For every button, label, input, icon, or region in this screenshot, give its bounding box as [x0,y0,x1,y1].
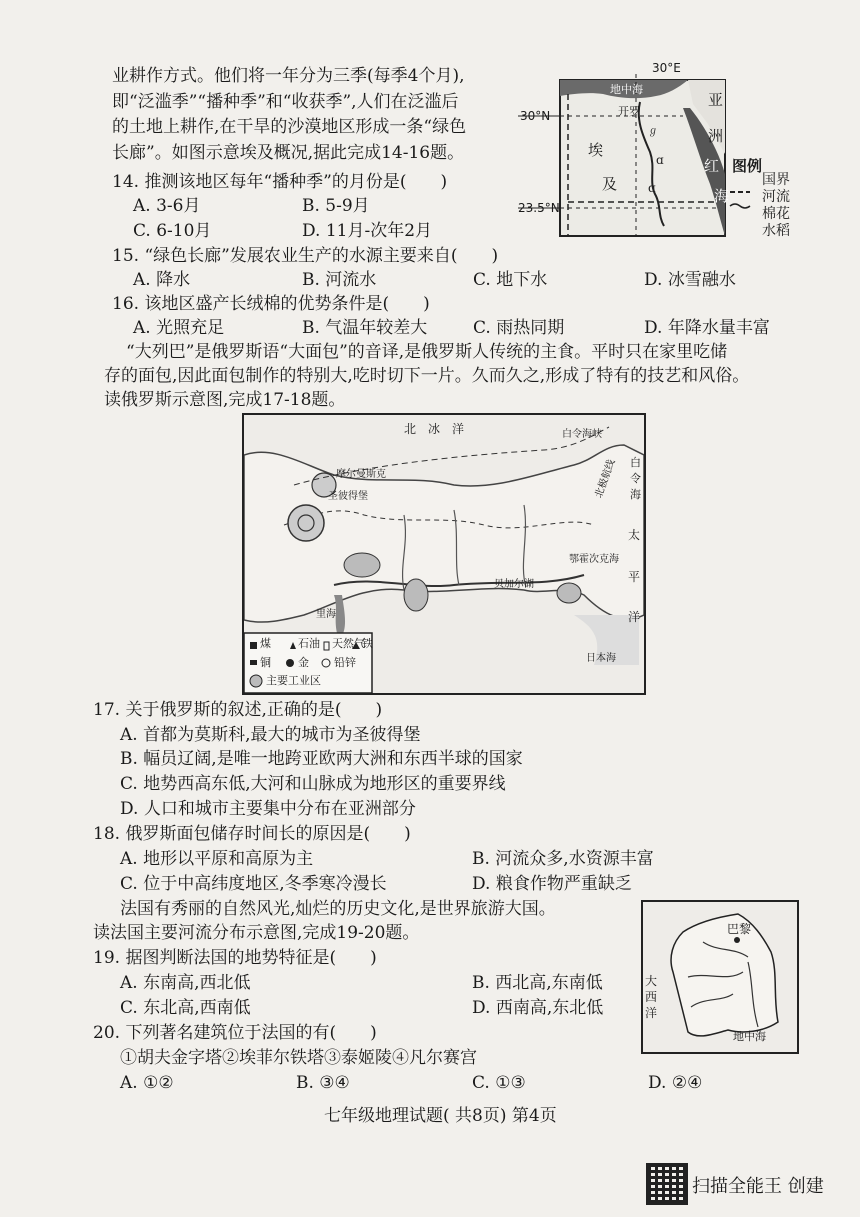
legend-lead-zinc: 铅锌 [334,656,356,669]
northern-route-label: 北极航线 [593,458,618,500]
legend-oil: 石油 [298,637,320,650]
q16-option-a: A. 光照充足 [133,318,225,338]
q15-option-a: A. 降水 [133,270,191,290]
bering-strait-label: 白令海峡 [562,429,602,440]
mediterranean-label: 地中海 [610,83,643,96]
atlantic-char-3: 洋 [645,1006,658,1020]
q17-option-c: C. 地势西高东低,大河和山脉成为地形区的重要界线 [120,774,506,794]
svg-text:ɑ: ɑ [656,153,664,167]
q17-18-intro-line: 读俄罗斯示意图,完成17-18题。 [104,390,346,410]
bering-sea-char-1: 白 [630,456,641,469]
q20-choices-line: ①胡夫金字塔②埃菲尔铁塔③泰姬陵④凡尔赛宫 [120,1048,477,1068]
q20-option-c: C. ①③ [472,1073,526,1093]
q14-option-a: A. 3-6月 [133,196,201,216]
q19-option-d: D. 西南高,东北低 [472,998,604,1018]
japan-sea-label: 日本海 [586,653,616,664]
svg-text:ɑ: ɑ [648,181,656,195]
q16-option-d: D. 年降水量丰富 [644,318,770,338]
asia-char-2: 洲 [708,127,724,145]
svg-text:ℊ: ℊ [648,126,658,137]
legend-item-cotton: 棉花 [762,206,790,222]
legend-item-river: 河流 [762,189,790,205]
intro-line: 长廊”。如图示意埃及概况,据此完成14-16题。 [112,142,465,163]
q14-option-b: B. 5-9月 [302,196,370,216]
q14-16-intro [112,64,507,166]
red-sea-char-1: 红 [704,157,720,175]
q20-option-d: D. ②④ [648,1073,703,1093]
egypt-char-2: 及 [602,175,618,193]
q18-option-b: B. 河流众多,水资源丰富 [472,849,654,869]
cairo-label: 开罗 [618,105,640,118]
q19-option-c: C. 东北高,西南低 [120,998,251,1018]
q16-option-b: B. 气温年较差大 [302,318,428,338]
q14-option-d: D. 11月-次年2月 [302,221,433,241]
q17-option-d: D. 人口和城市主要集中分布在亚洲部分 [120,799,416,819]
legend-gold: 金 [298,656,309,669]
atlantic-char-2: 西 [645,990,658,1004]
q19-option-b: B. 西北高,东南低 [472,973,603,993]
legend-industrial-area: 主要工业区 [266,674,321,687]
q18-option-c: C. 位于中高纬度地区,冬季寒冷漫长 [120,874,387,894]
q20-option-a: A. ①② [120,1073,174,1093]
intro-line: 即“泛滥季”“播种季”和“收获季”,人们在泛滥后 [112,91,459,112]
longitude-label: 30°E [652,61,681,75]
pacific-char-3: 洋 [628,610,641,624]
qr-code-icon [646,1163,688,1205]
latitude-235-label: 23.5°N [518,201,560,215]
q14-stem: 14. 推测该地区每年“播种季”的月份是( ) [112,172,448,192]
legend-gas: 天然气 [332,637,365,650]
caspian-label: 里海 [316,609,336,620]
france-map [641,900,799,1054]
bering-sea-char-2: 令 [630,472,641,485]
legend-iron: 铁 [362,637,373,650]
watermark-text: 扫描全能王 创建 [692,1176,824,1197]
red-sea-char-2: 海 [714,187,730,205]
q19-20-intro-line: 读法国主要河流分布示意图,完成19-20题。 [93,923,420,943]
russia-map [242,413,646,695]
q15-option-c: C. 地下水 [473,270,548,290]
q15-option-b: B. 河流水 [302,270,377,290]
q15-option-d: D. 冰雪融水 [644,270,736,290]
legend-title: 图例 [732,157,763,175]
q17-stem: 17. 关于俄罗斯的叙述,正确的是( ) [93,700,383,720]
q19-20-intro-line: 法国有秀丽的自然风光,灿烂的历史文化,是世界旅游大国。 [120,899,556,919]
q19-stem: 19. 据图判断法国的地势特征是( ) [93,948,377,968]
q18-option-d: D. 粮食作物严重缺乏 [472,874,632,894]
paris-label: 巴黎 [727,922,752,936]
okhotsk-sea-label: 鄂霍次克海 [569,554,619,565]
q18-option-a: A. 地形以平原和高原为主 [120,849,314,869]
pacific-char-1: 太 [628,528,641,542]
q19-option-a: A. 东南高,西北低 [120,973,251,993]
legend-item-border: 国界 [762,172,790,188]
baikal-label: 贝加尔湖 [494,579,534,590]
egypt-map [518,61,838,240]
latitude-30-label: 30°N [520,109,551,123]
q20-option-b: B. ③④ [296,1073,350,1093]
legend-item-rice: 水稻 [762,223,790,239]
legend-coal: 煤 [260,637,271,650]
atlantic-char-1: 大 [645,974,658,988]
q17-18-intro-line: 存的面包,因此面包制作的特别大,吃时切下一片。久而久之,形成了特有的技艺和风俗。 [104,366,750,386]
arctic-ocean-label: 北 冰 洋 [404,422,465,436]
q17-option-b: B. 幅员辽阔,是唯一地跨亚欧两大洲和东西半球的国家 [120,749,523,769]
q17-option-a: A. 首都为莫斯科,最大的城市为圣彼得堡 [120,725,421,745]
q14-option-c: C. 6-10月 [133,221,212,241]
bering-sea-char-3: 海 [630,488,641,501]
asia-char-1: 亚 [708,91,724,109]
pacific-char-2: 平 [628,570,641,584]
egypt-char-1: 埃 [588,141,604,159]
q16-stem: 16. 该地区盛产长绒棉的优势条件是( ) [112,294,430,314]
st-petersburg-label: 圣彼得堡 [328,491,368,502]
q17-18-intro-line: “大列巴”是俄罗斯语“大面包”的音译,是俄罗斯人传统的主食。平时只在家里吃储 [126,342,728,362]
q16-option-c: C. 雨热同期 [473,318,565,338]
q20-stem: 20. 下列著名建筑位于法国的有( ) [93,1023,377,1043]
page-footer: 七年级地理试题( 共8页) 第4页 [324,1106,557,1126]
q15-stem: 15. “绿色长廊”发展农业生产的水源主要来自( ) [112,246,499,266]
mediterranean-label: 地中海 [733,1030,766,1043]
legend-copper: 铜 [260,656,271,669]
intro-line: 的土地上耕作,在干旱的沙漠地区形成一条“绿色 [112,117,467,137]
murmansk-label: 摩尔曼斯克 [336,469,386,480]
q18-stem: 18. 俄罗斯面包储存时间长的原因是( ) [93,824,411,844]
intro-line: 业耕作方式。他们将一年分为三季(每季4个月), [112,66,465,86]
